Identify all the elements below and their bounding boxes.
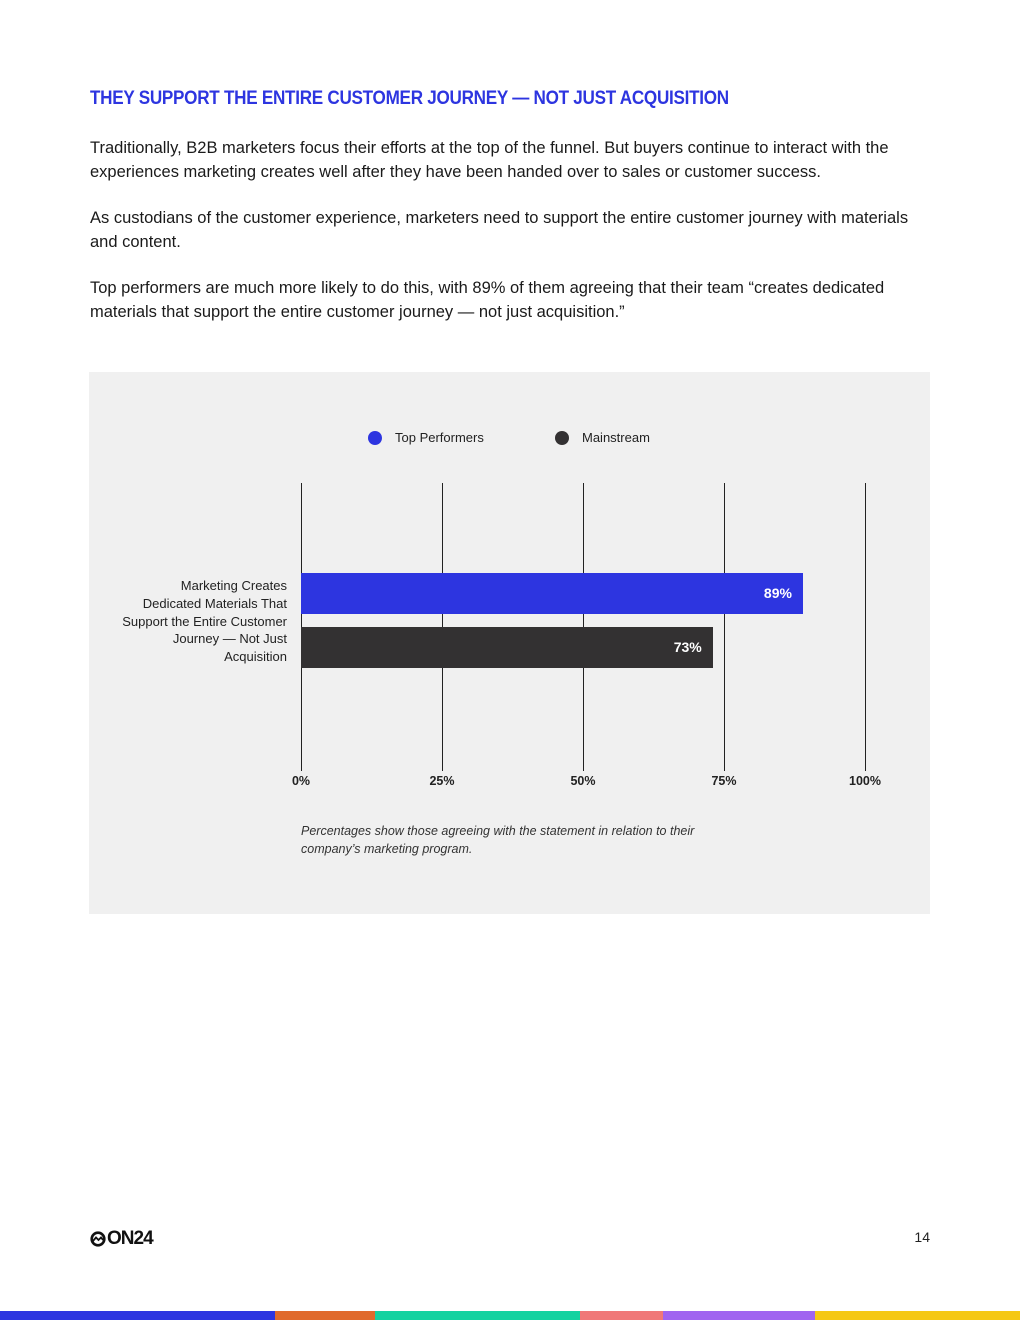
stripe-segment [375,1311,580,1320]
legend-dot-mainstream [555,431,569,445]
legend-dot-top-performers [368,431,382,445]
bar-mainstream [301,627,713,668]
stripe-segment [275,1311,375,1320]
bar-value-label: 73% [673,639,702,655]
x-tick-label: 50% [570,774,596,788]
gridline [724,483,725,771]
stripe-segment [815,1311,1020,1320]
legend-label-top-performers: Top Performers [395,430,484,445]
on24-logo [90,1228,153,1250]
footer-color-stripe [0,1311,1020,1320]
stripe-segment [0,1311,275,1320]
chart-note: Percentages show those agreeing with the statement in relation to their company’s marketing program. [301,824,695,856]
on24-logo-icon [90,1231,106,1247]
x-tick-label: 25% [429,774,455,788]
paragraph-1: Traditionally, B2B marketers focus their efforts at the top of the funnel. But buyers continue to interact with the experiences marketing creates well after they have been handed over to sales or customer success. [90,139,889,181]
bar-value-label: 89% [763,585,792,601]
x-tick-label: 75% [711,774,737,788]
stripe-segment [580,1311,663,1320]
paragraph-3: Top performers are much more likely to do this, with 89% of them agreeing that their team “creates dedicated materials that support the entire customer journey — not just acquisition.” [90,279,885,321]
x-tick-label: 100% [849,774,881,788]
gridline [865,483,866,771]
legend-label-mainstream: Mainstream [582,430,650,445]
bar-top-performers [301,573,803,614]
x-tick-label: 0% [291,774,311,788]
logo-text: ON24 [107,1228,153,1249]
legend-item-top-performers [368,430,484,445]
paragraph-2: As custodians of the customer experience, marketers need to support the entire customer journey with materials and content. [90,209,909,251]
legend-item-mainstream [555,430,650,445]
chart-panel [89,372,930,914]
category-label: Marketing Creates Dedicated Materials That Support the Entire Customer Journey — Not Just Acquisition [122,578,287,665]
stripe-segment [663,1311,815,1320]
page-number: 14 [914,1229,930,1245]
section-heading: THEY SUPPORT THE ENTIRE CUSTOMER JOURNEY — NOT JUST ACQUISITION [90,88,729,109]
